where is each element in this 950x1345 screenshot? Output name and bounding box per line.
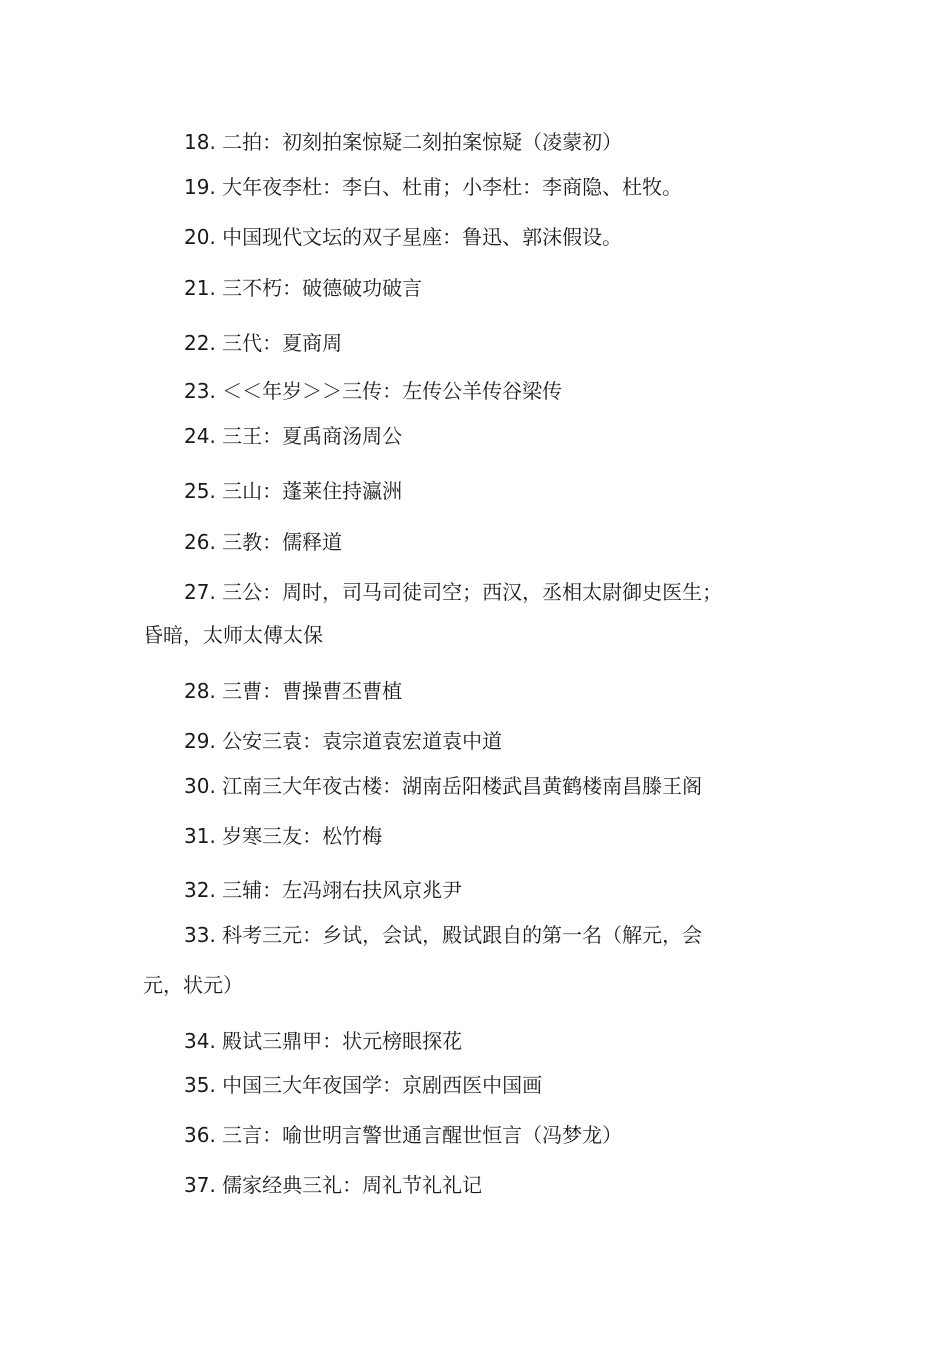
item-number: 37. [184, 1173, 216, 1197]
item-number: 32. [184, 878, 216, 902]
item-text: 三公：周时，司马司徒司空；西汉，丞相太尉御史医生； [222, 580, 723, 604]
item-number: 22. [184, 331, 216, 355]
list-item [184, 129, 622, 155]
item-text: 三教：儒释道 [222, 530, 343, 554]
item-text: 三辅：左冯翊右扶风京兆尹 [222, 878, 463, 902]
item-text: 儒家经典三礼：周礼节礼礼记 [222, 1173, 483, 1197]
item-text: 三言：喻世明言警世通言醒世恒言（冯梦龙） [222, 1123, 623, 1147]
item-number: 24. [184, 424, 216, 448]
item-text: 三王：夏禹商汤周公 [222, 424, 403, 448]
list-item-continuation: 昏暗，太师太傅太保 [143, 623, 323, 647]
list-item [184, 174, 682, 200]
list-item [184, 728, 502, 754]
list-item [184, 224, 622, 250]
list-item [184, 529, 342, 555]
list-item [184, 478, 402, 504]
list-item [184, 773, 702, 799]
item-text: 三山：蓬莱住持瀛洲 [222, 479, 403, 503]
item-number: 28. [184, 679, 216, 703]
item-number: 26. [184, 530, 216, 554]
list-item [184, 823, 382, 849]
list-item [184, 1122, 622, 1148]
list-item [184, 423, 402, 449]
item-text: 三不朽：破德破功破言 [222, 276, 423, 300]
item-number: 27. [184, 580, 216, 604]
list-item [184, 1172, 482, 1198]
item-text: 公安三袁：袁宗道袁宏道袁中道 [222, 729, 503, 753]
item-number: 18. [184, 130, 216, 154]
item-number: 25. [184, 479, 216, 503]
item-text: 三代：夏商周 [222, 331, 343, 355]
list-item [184, 678, 402, 704]
item-number: 20. [184, 225, 216, 249]
item-number: 31. [184, 824, 216, 848]
item-text: 大年夜李杜：李白、杜甫；小李杜：李商隐、杜牧。 [222, 175, 683, 199]
item-text: ＜＜年岁＞＞三传：左传公羊传谷梁传 [222, 379, 563, 403]
list-item [184, 330, 342, 356]
list-item [184, 275, 422, 301]
item-number: 19. [184, 175, 216, 199]
item-number: 35. [184, 1073, 216, 1097]
item-text: 科考三元：乡试，会试，殿试跟自的第一名（解元，会 [222, 923, 703, 947]
item-text: 中国三大年夜国学：京剧西医中国画 [222, 1073, 543, 1097]
item-text: 三曹：曹操曹丕曹植 [222, 679, 403, 703]
list-item [184, 579, 722, 605]
item-number: 36. [184, 1123, 216, 1147]
item-text: 二拍：初刻拍案惊疑二刻拍案惊疑（凌蒙初） [222, 130, 623, 154]
item-number: 29. [184, 729, 216, 753]
item-number: 21. [184, 276, 216, 300]
list-item [184, 1072, 542, 1098]
item-text: 殿试三鼎甲：状元榜眼探花 [222, 1029, 463, 1053]
list-item [184, 378, 562, 404]
list-item-continuation: 元，状元） [143, 973, 243, 997]
list-item [184, 1028, 462, 1054]
item-text: 岁寒三友：松竹梅 [222, 824, 383, 848]
item-number: 34. [184, 1029, 216, 1053]
list-item [184, 922, 702, 948]
item-text: 江南三大年夜古楼：湖南岳阳楼武昌黄鹤楼南昌滕王阁 [222, 774, 703, 798]
list-item [184, 877, 462, 903]
item-number: 33. [184, 923, 216, 947]
item-number: 30. [184, 774, 216, 798]
item-text: 中国现代文坛的双子星座：鲁迅、郭沫假设。 [222, 225, 623, 249]
item-number: 23. [184, 379, 216, 403]
